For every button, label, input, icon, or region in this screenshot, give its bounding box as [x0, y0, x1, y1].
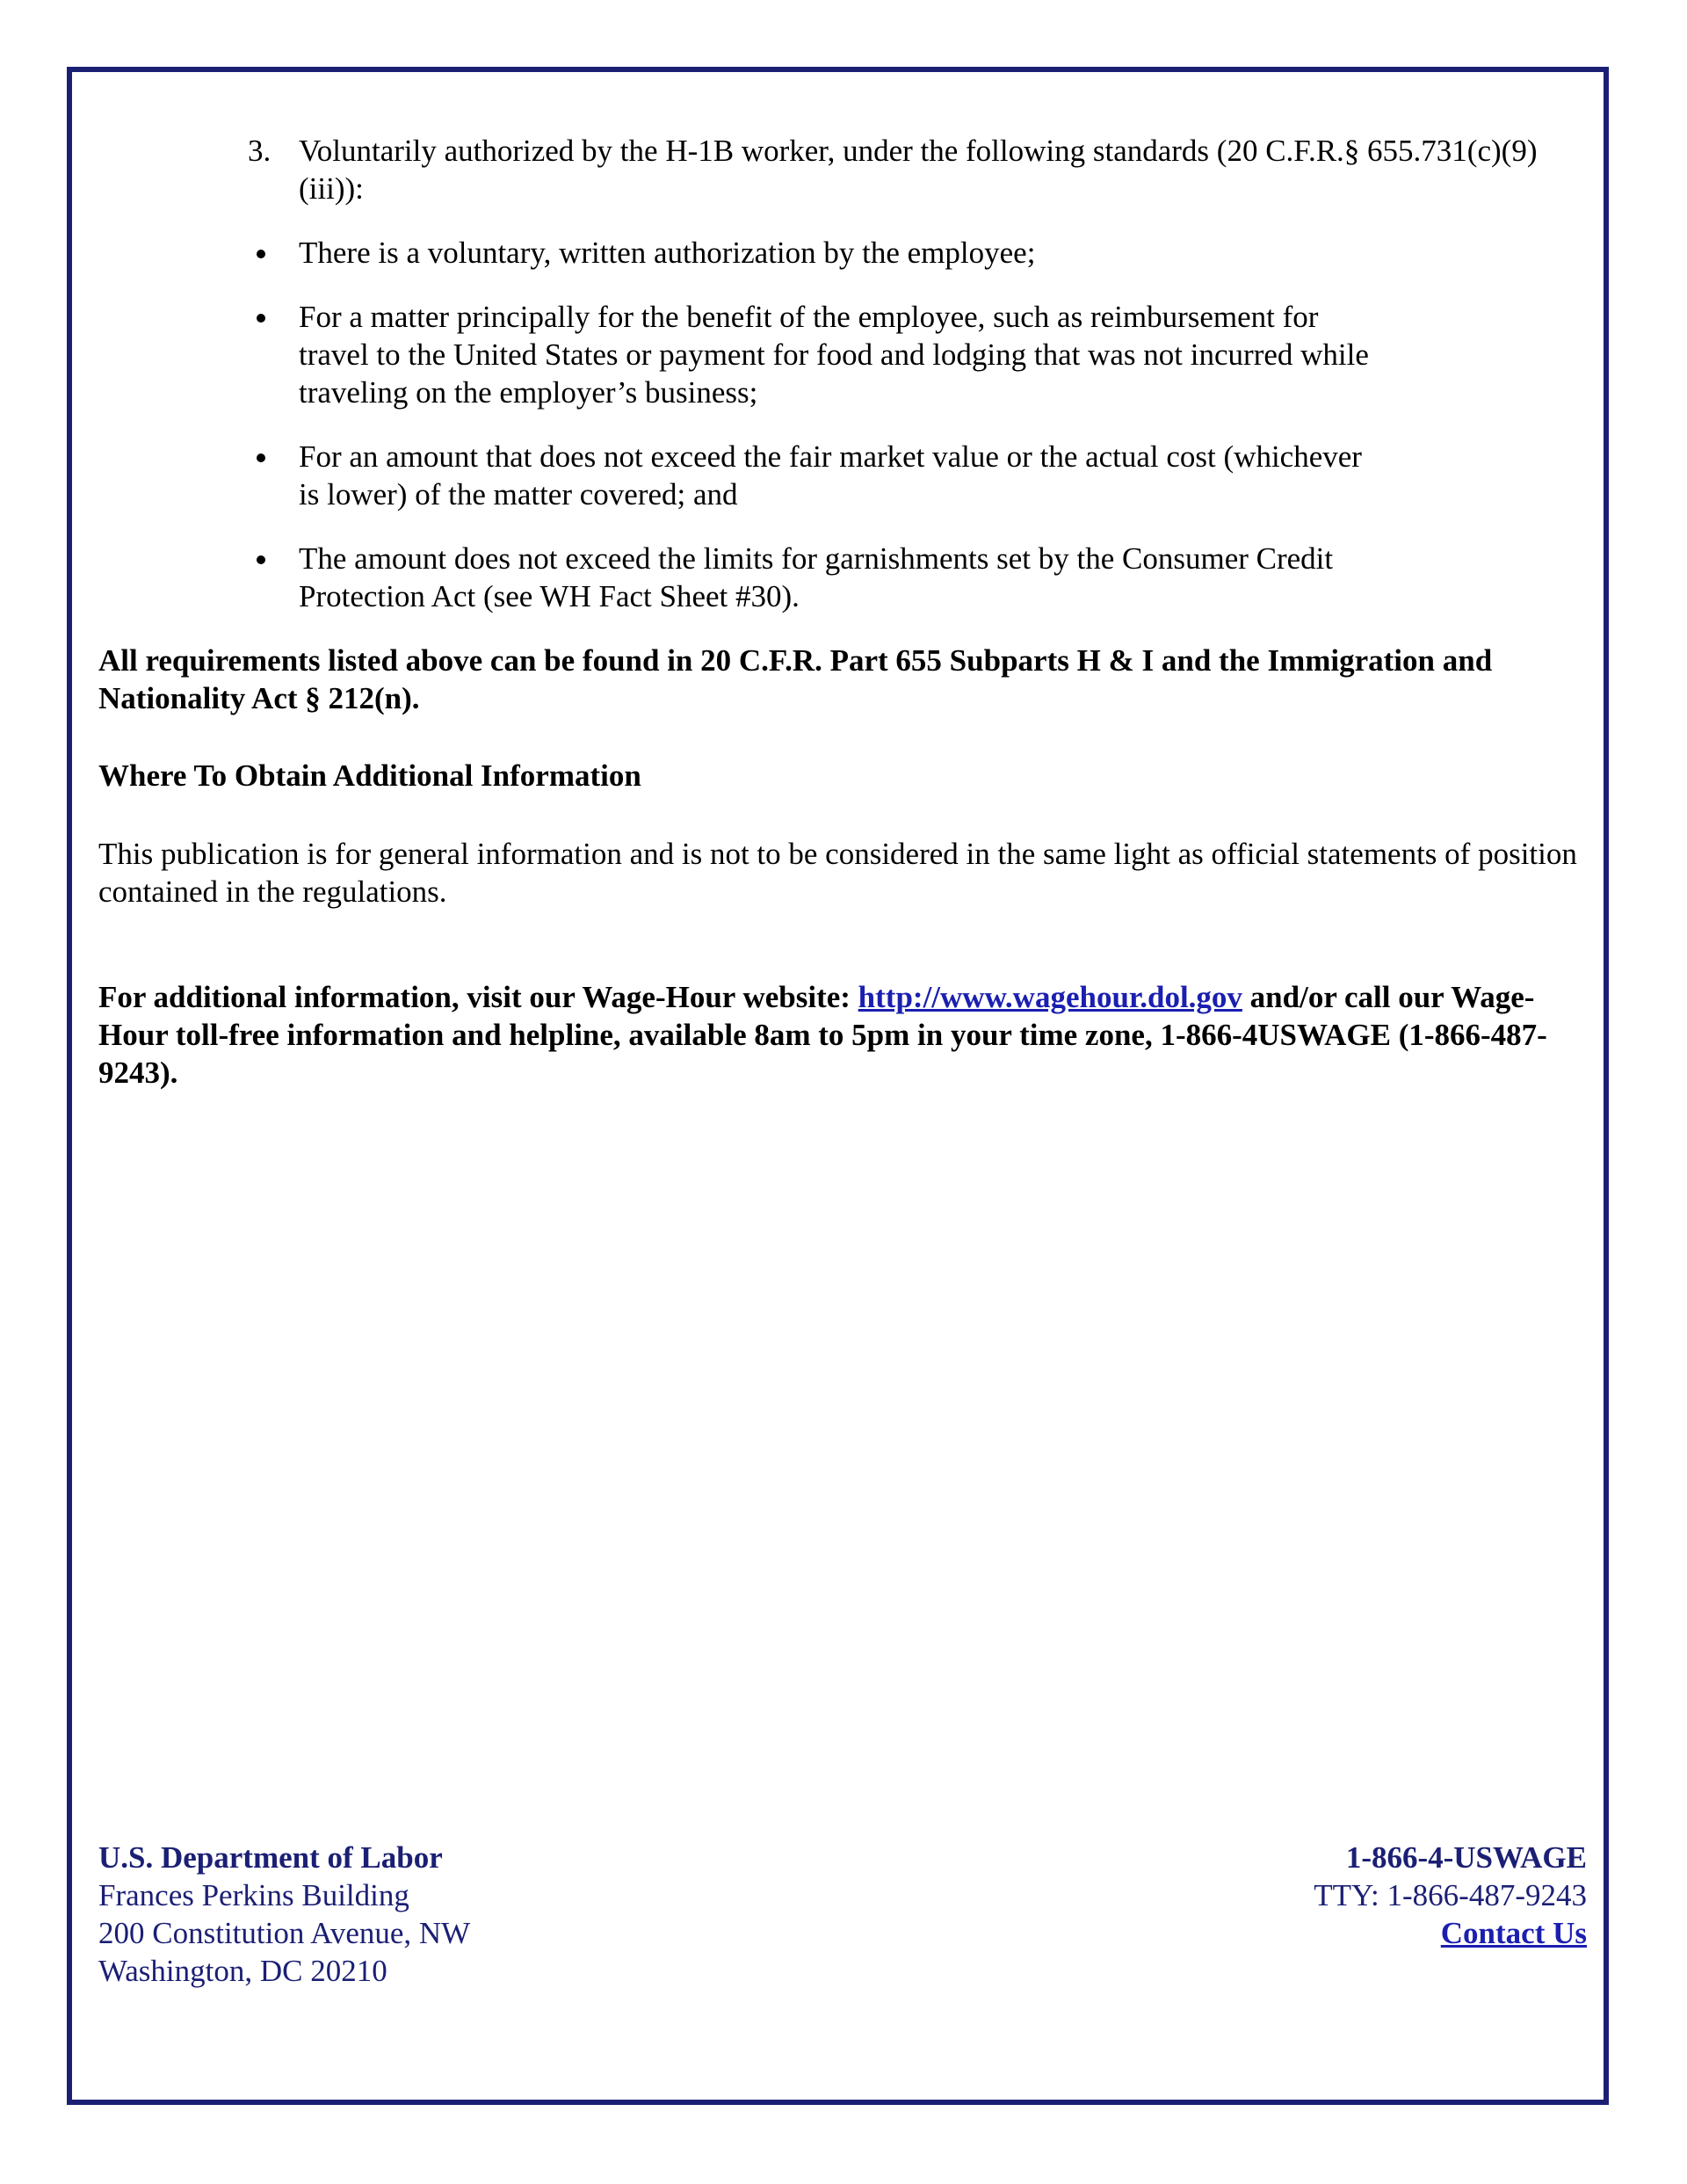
document-body — [98, 132, 1592, 1092]
footer-city: Washington, DC 20210 — [98, 1954, 387, 1988]
footer-building: Frances Perkins Building — [98, 1878, 409, 1912]
numbered-item-3 — [98, 132, 1555, 207]
item-text: Voluntarily authorized by the H-1B worker, under the following standards (20 C.F.R.§ 655.731(c)(9)(iii)): — [299, 134, 1538, 206]
list-item — [98, 234, 1369, 272]
list-item — [98, 540, 1369, 615]
bullet-icon — [257, 453, 265, 462]
list-item — [98, 438, 1369, 513]
item-number: 3. — [248, 134, 272, 168]
list-item-text: For an amount that does not exceed the fair market value or the actual cost (whichever is lower) of the matter covered; and — [299, 439, 1362, 512]
additional-info-helpline: and/or call our Wage-Hour toll-free information and helpline, available 8am to 5pm in your time zone, 1-866-4USWAGE (1-866-487-9243). — [98, 980, 1547, 1090]
publication-note: This publication is for general information and is not to be considered in the same light as official statements of position contained in the regulations. — [98, 837, 1577, 909]
footer-address — [98, 1839, 470, 1990]
list-item — [98, 298, 1369, 411]
standards-bullet-list — [98, 234, 1592, 615]
contact-us-link[interactable]: Contact Us — [1440, 1916, 1587, 1950]
footer-tty: TTY: 1-866-487-9243 — [1314, 1878, 1587, 1912]
list-item-text: For a matter principally for the benefit of the employee, such as reimbursement for travel to the United States or payment for food and lodging that was not incurred while traveling on the employer’s business; — [299, 300, 1369, 410]
footer-phone: 1-866-4-USWAGE — [1345, 1840, 1587, 1875]
requirements-note: All requirements listed above can be found in 20 C.F.R. Part 655 Subparts H & I and the Immigration and Nationality Act § 212(n). — [98, 643, 1493, 715]
bullet-icon — [257, 555, 265, 564]
bullet-icon — [257, 250, 265, 258]
additional-info-paragraph — [98, 978, 1592, 1092]
list-item-text: There is a voluntary, written authorization by the employee; — [299, 236, 1036, 270]
footer-contact — [1314, 1839, 1587, 1952]
footer-org-name: U.S. Department of Labor — [98, 1840, 443, 1875]
wagehour-website-link[interactable]: http://www.wagehour.dol.gov — [858, 980, 1242, 1014]
bullet-icon — [257, 314, 265, 323]
additional-info-intro: For additional information, visit our Wage-Hour website: — [98, 980, 858, 1014]
footer-street: 200 Constitution Avenue, NW — [98, 1916, 471, 1950]
list-item-text: The amount does not exceed the limits for garnishments set by the Consumer Credit Protection Act (see WH Fact Sheet #30). — [299, 541, 1334, 613]
section-heading: Where To Obtain Additional Information — [98, 758, 641, 793]
